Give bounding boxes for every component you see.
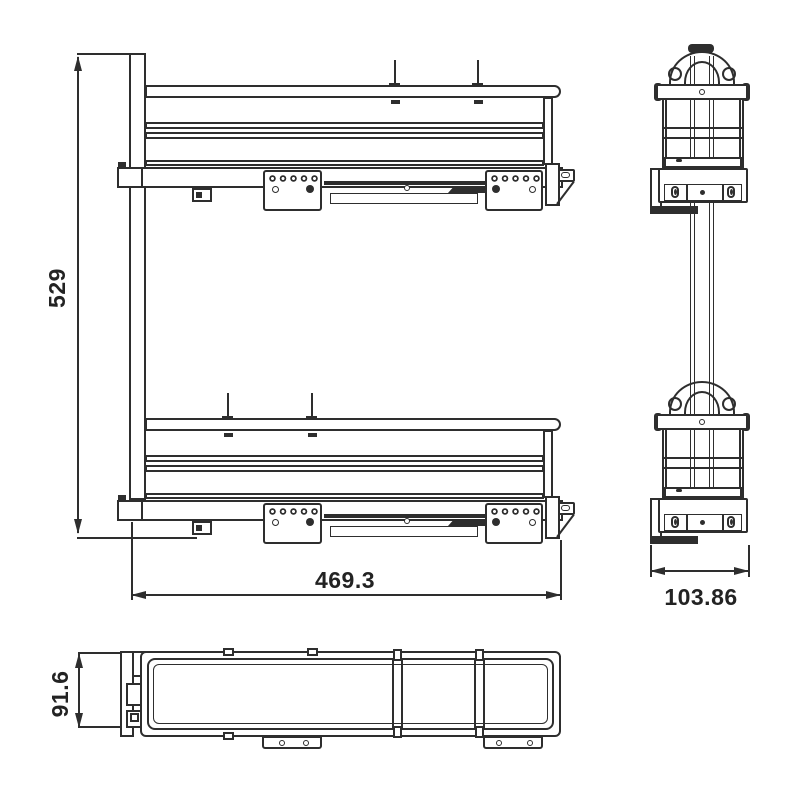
front-lower-mid-rail-2: [145, 465, 544, 472]
front-lower-plate-right-hole-filled: [492, 518, 500, 526]
front-upper-pin1-stem: [394, 60, 396, 85]
side-upper-bracket-div2: [722, 184, 724, 201]
front-upper-mid-rail-2: [145, 132, 544, 139]
front-lower-slide-left-cap: [117, 500, 143, 521]
front-lower-plate-left-hole-open: [272, 519, 279, 526]
top-view-back-clip-pin: [130, 713, 139, 722]
side-upper-flange-foot: [650, 206, 698, 214]
front-upper-mid-rail-1: [145, 122, 544, 129]
dim-529-arrow-down: [74, 519, 82, 534]
side-upper-bar-screw: [699, 89, 705, 95]
side-lower-bracket-screw: [700, 520, 705, 525]
front-upper-plate-left-hole-row: [268, 174, 321, 183]
top-view-divider-2: [474, 658, 485, 730]
side-lower-mid-band: [664, 457, 742, 469]
front-upper-top-rail: [145, 85, 561, 98]
front-upper-slide-left-cap: [117, 167, 143, 188]
dim-103-arrow-left: [650, 567, 665, 575]
top-view-divider-1: [392, 658, 403, 730]
dim-91-arrow-down: [75, 713, 83, 728]
front-upper-hook-pin: [196, 192, 202, 198]
top-view-divider-2-clip-bottom: [475, 726, 484, 738]
front-lower-pin2-stem: [311, 393, 313, 418]
front-lower-hook-pin: [196, 525, 202, 531]
front-lower-pin1-stem: [227, 393, 229, 418]
front-lower-right-post: [543, 430, 553, 498]
side-lower-bracket-div2: [722, 514, 724, 531]
side-upper-bottom-dot: [676, 159, 682, 162]
top-view-edge-clip-3: [223, 732, 234, 740]
front-upper-pin2-tip: [474, 100, 483, 104]
front-upper-plate-right-hole-row: [490, 174, 543, 183]
dim-529-line: [77, 57, 79, 533]
side-upper-bracket-screw: [700, 190, 705, 195]
top-view-divider-1-clip-bottom: [393, 726, 402, 738]
top-view-tab-left-hole2: [303, 740, 309, 746]
front-lower-top-rail: [145, 418, 561, 431]
top-view-divider-2-clip-top: [475, 649, 484, 661]
front-upper-plate-left-hole-filled: [306, 185, 314, 193]
front-upper-right-bracket-slot: [561, 172, 570, 178]
side-upper-handle-curl-left: [668, 67, 682, 81]
side-lower-slot-right-fill: [730, 519, 733, 525]
front-lower-plate-right-hole-row: [490, 507, 543, 516]
front-upper-slide-under-bracket: [330, 193, 478, 204]
front-upper-hook: [192, 188, 212, 202]
front-upper-slide-roller: [404, 185, 410, 191]
side-upper-slot-left-fill: [674, 189, 677, 195]
front-lower-pin1-tip: [224, 433, 233, 437]
front-upper-pin1-tip: [391, 100, 400, 104]
side-lower-bottom-dot: [676, 489, 682, 492]
front-lower-pin2-tip: [308, 433, 317, 437]
dim-469-ext-left: [131, 522, 133, 600]
front-upper-plate-right-hole-open: [529, 186, 536, 193]
top-view-tab-right-hole2: [527, 740, 533, 746]
front-lower-plate-left-hole-filled: [306, 518, 314, 526]
side-lower-bar-screw: [699, 419, 705, 425]
side-upper-slot-right-fill: [730, 189, 733, 195]
front-lower-mid-rail-1: [145, 455, 544, 462]
front-lower-plate-left-hole-row: [268, 507, 321, 516]
front-upper-right-post: [543, 97, 553, 165]
front-lower-plate-right-hole-open: [529, 519, 536, 526]
top-view-basket-floor: [153, 664, 548, 724]
dim-103-arrow-right: [734, 567, 749, 575]
side-lower-flange-foot: [650, 536, 698, 544]
top-view-edge-clip-1: [223, 648, 234, 656]
side-upper-handle-curl-right: [722, 67, 736, 81]
front-upper-plate-right-hole-filled: [492, 185, 500, 193]
dim-529-ext-bottom: [77, 537, 197, 539]
top-view-divider-1-clip-top: [393, 649, 402, 661]
front-upper-plate-left-hole-open: [272, 186, 279, 193]
dim-103-label: 103.86: [664, 584, 738, 610]
dim-529-label: 529: [44, 268, 70, 308]
front-left-post: [129, 53, 146, 500]
side-lower-handle-curl-right: [722, 397, 736, 411]
side-lower-slot-left-fill: [674, 519, 677, 525]
front-lower-slide-track: [324, 514, 485, 518]
top-view-edge-clip-2: [307, 648, 318, 656]
front-lower-hook: [192, 521, 212, 535]
dim-469-line: [131, 594, 561, 596]
dim-91-arrow-up: [75, 653, 83, 668]
top-view-tab-right-hole1: [496, 740, 502, 746]
front-upper-pin2-stem: [477, 60, 479, 85]
dim-529-ext-top: [77, 53, 131, 55]
front-lower-slide-roller: [404, 518, 410, 524]
side-upper-bracket-div1: [686, 184, 688, 201]
top-view-mount-tab-right: [483, 736, 543, 749]
side-upper-mid-band: [664, 127, 742, 139]
dim-469-arrow-right: [546, 591, 561, 599]
front-lower-slide-under-bracket: [330, 526, 478, 537]
front-upper-basket-bottom: [145, 160, 544, 166]
dim-469-label: 469.3: [314, 567, 376, 593]
top-view-tab-left-hole1: [279, 740, 285, 746]
side-lower-handle-curl-left: [668, 397, 682, 411]
dim-91-label: 91.6: [47, 670, 73, 718]
front-lower-basket-bottom: [145, 493, 544, 499]
front-upper-slide-track: [324, 181, 485, 185]
dim-469-arrow-left: [131, 591, 146, 599]
top-view-mount-tab-left: [262, 736, 322, 749]
side-lower-bracket-div1: [686, 514, 688, 531]
dim-529-arrow-up: [74, 56, 82, 71]
front-lower-right-bracket-slot: [561, 505, 570, 511]
